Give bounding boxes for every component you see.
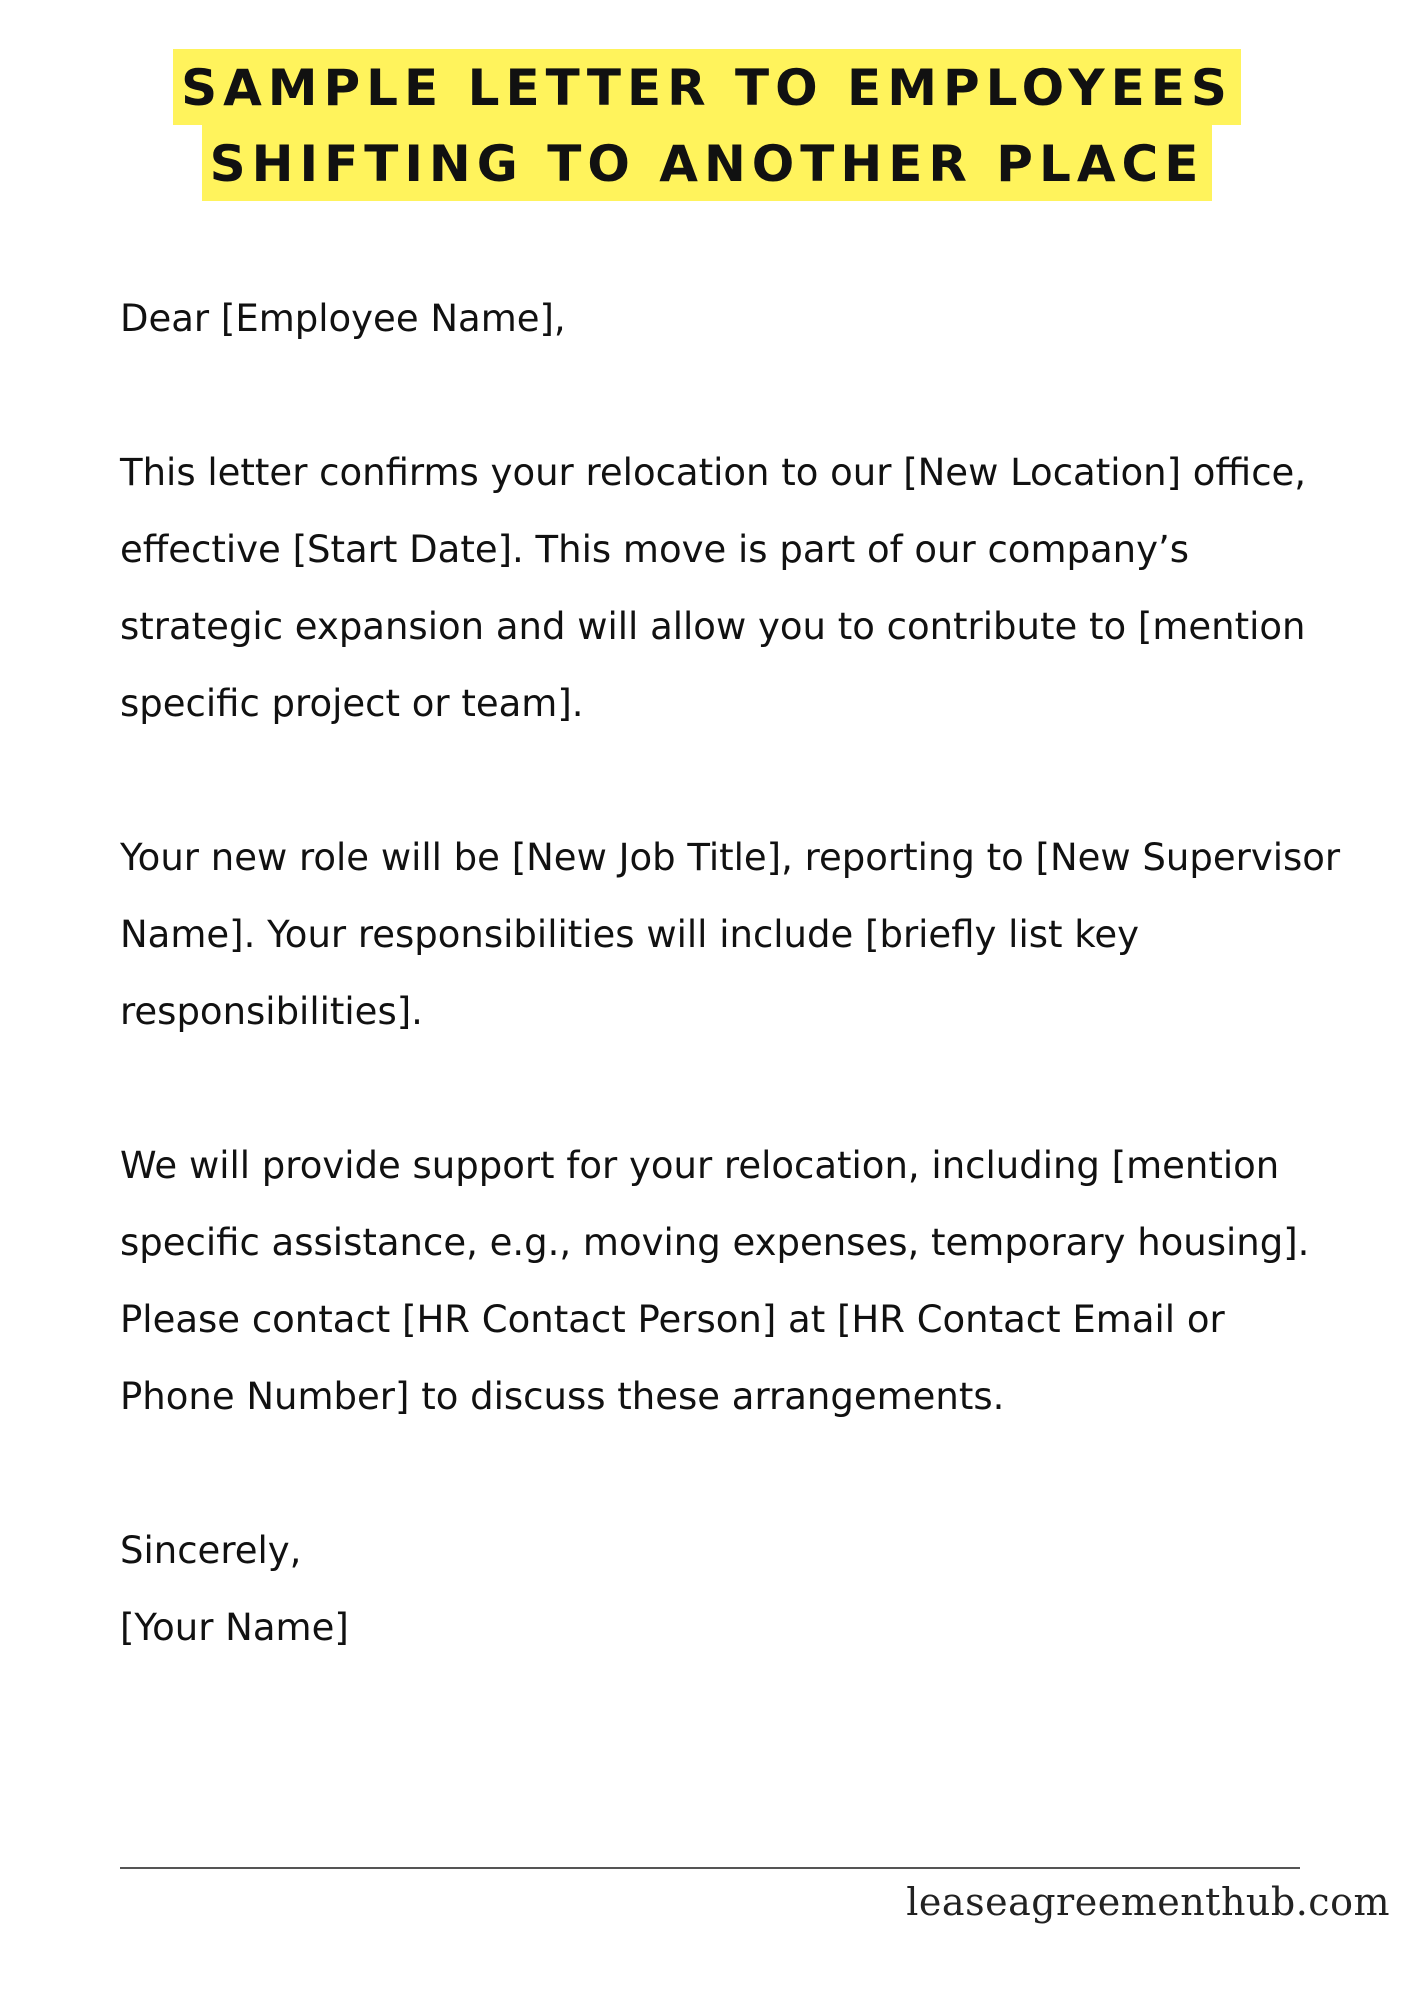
footer-site-name: leaseagreementhub.com [906, 1880, 1390, 1924]
salutation: Dear [Employee Name], [120, 297, 566, 340]
title-line-1: SAMPLE LETTER TO EMPLOYEES [173, 49, 1241, 125]
paragraph-support: We will provide support for your relocation, including [mention specific assistance, e.g., moving expenses, temporary housing]. Please contact [HR Contact Person] at [HR Contact Email or Phone Number] to discuss these arrangements. [120, 1144, 1310, 1418]
closing: Sincerely, [120, 1529, 302, 1572]
letter-body [120, 280, 1350, 1666]
paragraph-relocation: This letter confirms your relocation to our [New Location] office, effective [Start Date]. This move is part of our company’s strategic expansion and will allow you to contribute to [mention specific project or team]. [120, 451, 1307, 725]
document-title [0, 49, 1414, 201]
footer-divider [120, 1867, 1300, 1869]
signature: [Your Name] [120, 1606, 349, 1649]
title-line-2: SHIFTING TO ANOTHER PLACE [202, 125, 1213, 201]
paragraph-new-role: Your new role will be [New Job Title], reporting to [New Supervisor Name]. Your responsibilities will include [briefly list key responsibilities]. [120, 836, 1341, 1033]
